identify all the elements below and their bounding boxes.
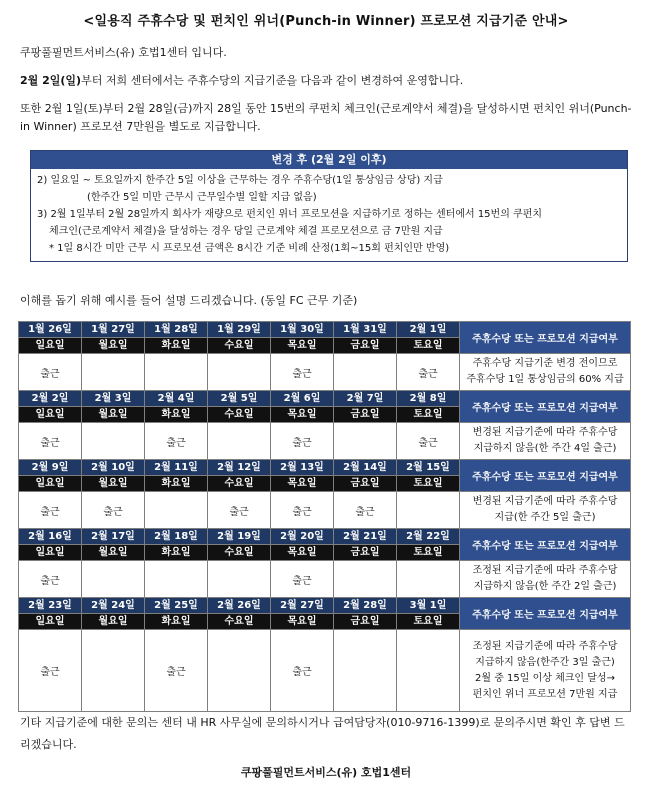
calendar-date: 2월 6일 [271,391,334,407]
calendar-weekday: 토요일 [397,614,460,630]
footer-text: 기타 지급기준에 대한 문의는 센터 내 HR 사무실에 문의하시거나 급여담당자(010-9716-1399)로 문의주시면 확인 후 답변 드리겠습니다. [20,716,625,751]
attendance-calendar [18,321,631,712]
status-note-line: 지급(한 주간 5일 출근) [494,512,596,523]
calendar-date: 2월 16일 [19,529,82,545]
status-note-line: 지급하지 않음(한 주간 4일 출근) [473,443,617,454]
calendar-weekday: 목요일 [271,545,334,561]
policy-line: (한주간 5일 미만 근무시 근무일수별 일할 지급 없음) [87,192,317,203]
attendance-cell [397,561,460,598]
calendar-date: 3월 1일 [397,598,460,614]
calendar-weekday: 금요일 [334,407,397,423]
attendance-cell [334,354,397,391]
calendar-weekday: 화요일 [145,338,208,354]
status-note [460,492,631,529]
calendar-weekday: 일요일 [19,407,82,423]
status-note [460,561,631,598]
calendar-date: 2월 21일 [334,529,397,545]
calendar-weekday: 월요일 [82,338,145,354]
calendar-date: 2월 1일 [397,322,460,338]
calendar-weekday: 월요일 [82,614,145,630]
calendar-date: 2월 14일 [334,460,397,476]
calendar-date: 1월 28일 [145,322,208,338]
calendar-date: 2월 20일 [271,529,334,545]
change-description: 부터 저희 센터에서는 주휴수당의 지급기준을 다음과 같이 변경하여 운영합니다. [81,74,464,87]
status-note-line: 조정된 지급기준에 따라 주휴수당 [472,640,618,652]
calendar-weekday: 목요일 [271,407,334,423]
calendar-weekday: 목요일 [271,476,334,492]
attendance-cell: 출근 [82,492,145,529]
calendar-date: 1월 29일 [208,322,271,338]
calendar-weekday: 수요일 [208,338,271,354]
calendar-weekday: 금요일 [334,338,397,354]
status-header: 주휴수당 또는 프로모션 지급여부 [460,322,631,354]
calendar-weekday: 일요일 [19,545,82,561]
calendar-date: 2월 5일 [208,391,271,407]
attendance-cell [208,354,271,391]
status-note [460,354,631,391]
calendar-date: 2월 7일 [334,391,397,407]
calendar-date: 2월 12일 [208,460,271,476]
calendar-date: 2월 9일 [19,460,82,476]
attendance-cell: 출근 [397,354,460,391]
attendance-cell [145,492,208,529]
attendance-cell [145,561,208,598]
calendar-date: 2월 24일 [82,598,145,614]
calendar-date: 2월 27일 [271,598,334,614]
change-date: 2월 2일(일) [20,74,82,87]
calendar-weekday: 수요일 [208,476,271,492]
attendance-cell: 출근 [397,423,460,460]
calendar-date: 2월 19일 [208,529,271,545]
attendance-cell [334,423,397,460]
calendar-weekday: 수요일 [208,614,271,630]
status-header: 주휴수당 또는 프로모션 지급여부 [460,460,631,492]
attendance-cell [208,561,271,598]
promotion-text: 또한 2월 1일(토)부터 2월 28일(금)까지 28일 동안 15번의 쿠펀치 체크인(근로계약서 체결)을 달성하시면 펀치인 위너(Punch-in Winner) 프로모션 7만원을 별도로 지급합니다. [20,102,632,133]
calendar-date: 1월 26일 [19,322,82,338]
attendance-cell [145,354,208,391]
calendar-weekday: 월요일 [82,545,145,561]
calendar-weekday: 일요일 [19,338,82,354]
calendar-weekday: 화요일 [145,614,208,630]
attendance-cell [208,423,271,460]
calendar-weekday: 금요일 [334,476,397,492]
status-note [460,630,631,712]
attendance-cell: 출근 [19,630,82,712]
calendar-date: 2월 23일 [19,598,82,614]
calendar-date: 2월 4일 [145,391,208,407]
attendance-cell: 출근 [208,492,271,529]
signature: 쿠팡풀필먼트서비스(유) 호법1센터 [240,766,412,779]
attendance-cell [82,423,145,460]
change-notice-text [20,72,632,90]
policy-box-body [31,169,627,261]
calendar-weekday: 토요일 [397,338,460,354]
calendar-date: 2월 10일 [82,460,145,476]
attendance-cell: 출근 [19,423,82,460]
status-note-line: 지급하지 않음(한 주간 2일 출근) [473,581,617,592]
intro-text: 쿠팡풀필먼트서비스(유) 호법1센터 입니다. [20,46,227,59]
calendar-date: 2월 8일 [397,391,460,407]
calendar-weekday: 금요일 [334,614,397,630]
policy-box [30,150,628,262]
status-header: 주휴수당 또는 프로모션 지급여부 [460,598,631,630]
status-note-line: 조정된 지급기준에 따라 주휴수당 [472,565,618,576]
calendar-date: 2월 28일 [334,598,397,614]
calendar-date: 2월 17일 [82,529,145,545]
policy-line: * 1일 8시간 미만 근무 시 프로모션 금액은 8시간 기준 비례 산정(1회~15회 펀치인만 반영) [49,243,450,254]
status-note [460,423,631,460]
calendar-weekday: 토요일 [397,407,460,423]
calendar-weekday: 토요일 [397,545,460,561]
attendance-cell: 출근 [19,492,82,529]
example-intro: 이해를 돕기 위해 예시를 들어 설명 드리겠습니다. (동일 FC 근무 기준) [20,294,358,307]
status-note-line: 주휴수당 1일 통상임금의 60% 지급 [466,374,624,385]
status-note-line: 2월 중 15일 이상 체크인 달성→ [475,672,615,684]
attendance-cell: 출근 [145,423,208,460]
attendance-cell [208,630,271,712]
status-header: 주휴수당 또는 프로모션 지급여부 [460,391,631,423]
status-header: 주휴수당 또는 프로모션 지급여부 [460,529,631,561]
calendar-weekday: 수요일 [208,407,271,423]
status-note-line: 변경된 지급기준에 따라 주휴수당 [472,496,618,507]
calendar-date: 1월 31일 [334,322,397,338]
calendar-weekday: 토요일 [397,476,460,492]
attendance-cell [334,630,397,712]
calendar-date: 2월 2일 [19,391,82,407]
calendar-weekday: 월요일 [82,407,145,423]
attendance-cell: 출근 [271,423,334,460]
calendar-weekday: 화요일 [145,476,208,492]
calendar-date: 1월 27일 [82,322,145,338]
status-note-line: 지급하지 않음(한주간 3일 출근) [475,656,615,668]
calendar-weekday: 월요일 [82,476,145,492]
attendance-cell: 출근 [145,630,208,712]
policy-line: 2) 일요일 ~ 토요일까지 한주간 5일 이상을 근무하는 경우 주휴수당(1일 통상임금 상당) 지급 [37,175,443,186]
policy-line: 3) 2월 1일부터 2월 28일까지 회사가 재량으로 펀치인 위너 프로모션을 지급하기로 정하는 센터에서 15번의 쿠펀치 [37,209,543,220]
attendance-cell [82,354,145,391]
status-note-line: 주휴수당 지급기준 변경 전이므로 [472,358,618,369]
calendar-date: 2월 13일 [271,460,334,476]
calendar-weekday: 수요일 [208,545,271,561]
document-title: <일용직 주휴수당 및 펀치인 위너(Punch-in Winner) 프로모션 지급기준 안내> [83,14,569,29]
status-note-line: 펀치인 위너 프로모션 7만원 지급 [472,688,618,700]
calendar-weekday: 화요일 [145,545,208,561]
calendar-date: 2월 25일 [145,598,208,614]
calendar-date: 2월 26일 [208,598,271,614]
attendance-cell [397,630,460,712]
attendance-cell: 출근 [271,630,334,712]
attendance-cell: 출근 [334,492,397,529]
calendar-weekday: 화요일 [145,407,208,423]
attendance-cell [82,630,145,712]
policy-line: 체크인(근로계약서 체결)을 달성하는 경우 당일 근로계약 체결 프로모션으로 금 7만원 지급 [49,226,443,237]
calendar-weekday: 일요일 [19,476,82,492]
attendance-cell [334,561,397,598]
calendar-date: 2월 15일 [397,460,460,476]
calendar-date: 2월 22일 [397,529,460,545]
calendar-date: 2월 18일 [145,529,208,545]
attendance-cell: 출근 [271,492,334,529]
status-note-line: 변경된 지급기준에 따라 주휴수당 [472,427,618,438]
calendar-weekday: 일요일 [19,614,82,630]
attendance-cell: 출근 [271,354,334,391]
policy-box-header: 변경 후 (2월 2일 이후) [31,151,627,169]
calendar-date: 2월 11일 [145,460,208,476]
attendance-cell: 출근 [19,354,82,391]
attendance-cell: 출근 [19,561,82,598]
calendar-date: 1월 30일 [271,322,334,338]
attendance-cell [82,561,145,598]
calendar-date: 2월 3일 [82,391,145,407]
attendance-cell: 출근 [271,561,334,598]
calendar-weekday: 목요일 [271,614,334,630]
calendar-weekday: 목요일 [271,338,334,354]
calendar-weekday: 금요일 [334,545,397,561]
attendance-cell [397,492,460,529]
